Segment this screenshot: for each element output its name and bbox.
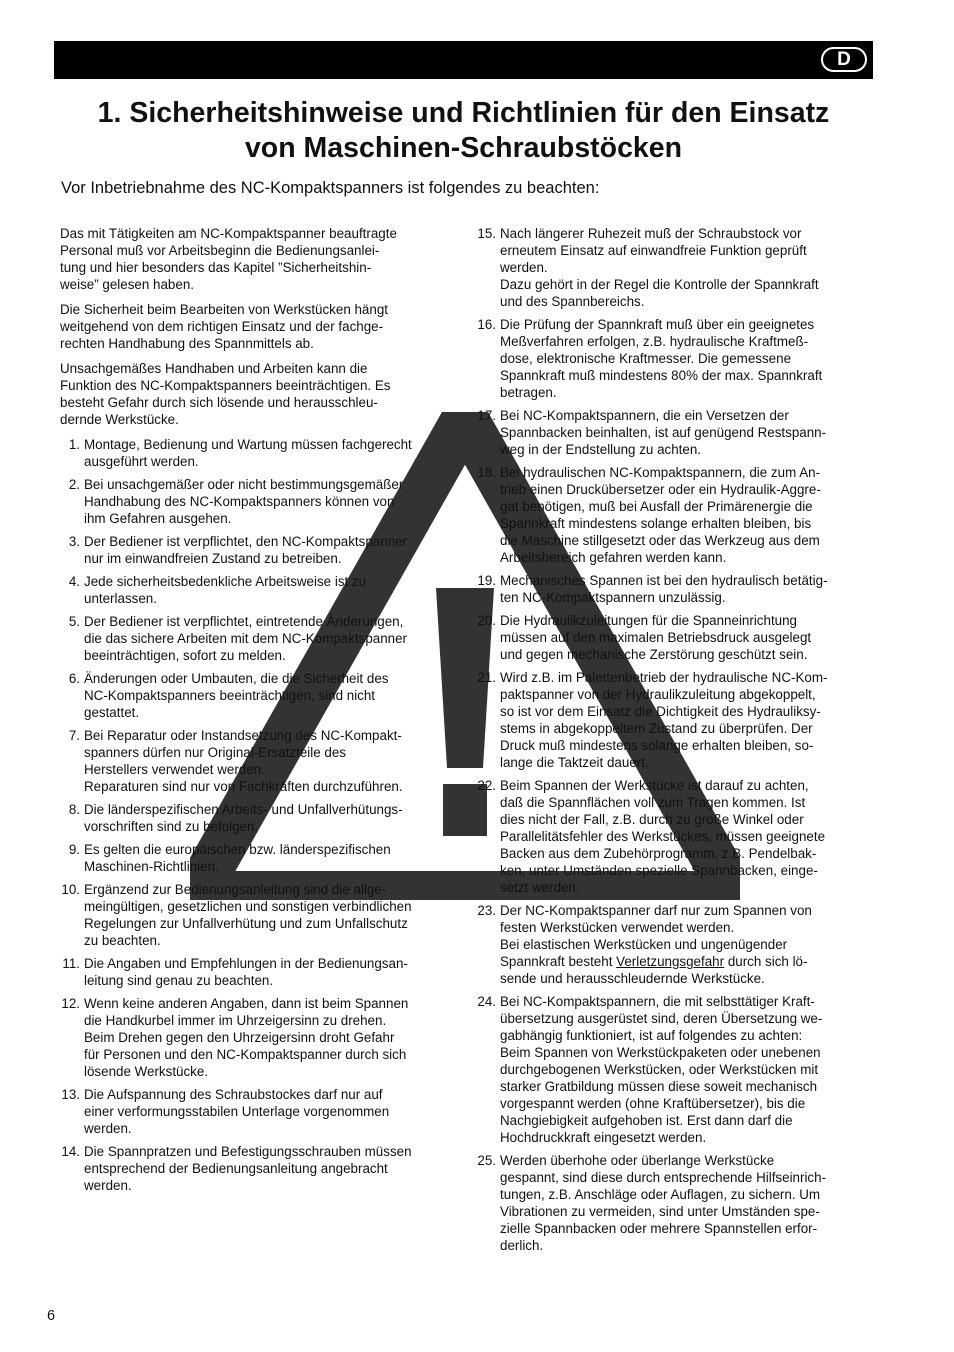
page-title [54,96,873,166]
list-item [476,407,862,458]
text-line: lange die Taktzeit dauert. [500,755,649,770]
text-line: erneutem Einsatz auf einwandfreie Funktion geprüft [500,243,807,258]
item-number: 21. [477,670,496,685]
text-line: Bei unsachgemäßer oder nicht bestimmungsgemäßer [84,477,404,492]
list-item [60,801,448,835]
text-line: Spannbacken beinhalten, ist auf genügend Restspann- [500,425,827,440]
text-line: daß die Spannflächen voll zum Tragen kommen. Ist [500,795,806,810]
paragraph [60,301,448,352]
list-item [476,1152,862,1254]
item-number: 20. [477,613,496,628]
text-line: unterlassen. [84,591,157,606]
item-number: 5. [68,614,80,629]
text-segment: Spannkraft besteht [500,954,617,969]
text-line: Bei hydraulischen NC-Kompaktspannern, die zum An- [500,465,821,480]
list-item [60,727,448,795]
item-number: 9. [68,842,80,857]
item-number: 18. [477,465,496,480]
text-line: sende und herausschleudernde Werkstücke. [500,971,765,986]
list-item [60,841,448,875]
text-line: übersetzung ausgerüstet sind, deren Übersetzung we- [500,1011,823,1026]
text-line: Vibrationen zu vermeiden, sind unter Umständen spe- [500,1204,820,1219]
text-line: Der NC-Kompaktspanner darf nur zum Spannen von [500,903,812,918]
text-line: Die Aufspannung des Schraubstockes darf nur auf [84,1087,383,1102]
text-line: Handhabung des NC-Kompaktspanners können von [84,494,395,509]
text-line: weise” gelesen haben. [60,277,194,292]
list-item [476,669,862,771]
text-line: ihm Gefahren ausgehen. [84,511,232,526]
text-line: Spannkraft mindestens solange erhalten bleiben, bis [500,516,812,531]
item-number: 24. [477,994,496,1009]
text-line: lösende Werkstücke. [84,1064,209,1079]
text-line: Arbeitsbereich gefahren werden kann. [500,550,727,565]
text-line: dernde Werkstücke. [60,412,179,427]
right-column [476,225,862,1260]
list-item [476,225,862,310]
text-line: die Maschine stillgesetzt oder das Werkzeug aus dem [500,533,820,548]
list-item [60,1086,448,1137]
text-line: Dazu gehört in der Regel die Kontrolle der Spannkraft [500,277,819,292]
item-number: 7. [68,728,80,743]
text-line: weitgehend von dem richtigen Einsatz und der fachge- [60,319,384,334]
item-number: 17. [477,408,496,423]
text-line: die Handkurbel immer im Uhrzeigersinn zu drehen. [84,1013,387,1028]
text-line: Bei NC-Kompaktspannern, die mit selbsttätiger Kraft- [500,994,815,1009]
list-item [476,464,862,566]
text-line: Die Hydraulikzuleitungen für die Spanneinrichtung [500,613,798,628]
text-line: Hochdruckkraft eingesetzt werden. [500,1130,707,1145]
text-line: vorschriften sind zu befolgen. [84,819,259,834]
safety-list [476,225,862,1254]
text-line: Beim Drehen gegen den Uhrzeigersinn droht Gefahr [84,1030,395,1045]
text-line: Nach längerer Ruhezeit muß der Schraubstock vor [500,226,802,241]
text-line: vorgespannt werden (ohne Kraftübersetzer), bis die [500,1096,806,1111]
list-item [60,1143,448,1194]
text-line: Werden überhohe oder überlange Werkstücke [500,1153,775,1168]
left-column [60,225,448,1200]
text-line: Die länderspezifischen Arbeits- und Unfallverhütungs- [84,802,403,817]
text-line: trieb einen Druckübersetzer oder ein Hydraulik-Aggre- [500,482,821,497]
text-line: Wenn keine anderen Angaben, dann ist beim Spannen [84,996,409,1011]
text-line: Reparaturen sind nur von Fachkräften durchzuführen. [84,779,403,794]
item-number: 4. [68,574,80,589]
list-item [476,572,862,606]
item-number: 16. [477,317,496,332]
text-line: Bei NC-Kompaktspannern, die ein Versetzen der [500,408,789,423]
text-line: Druck muß mindestens solange erhalten bleiben, so- [500,738,814,753]
title-line: 1. Sicherheitshinweise und Richtlinien für den Einsatz [97,97,830,129]
text-line: die das sichere Arbeiten mit dem NC-Kompaktspanner [84,631,408,646]
text-line: meingültigen, gesetzlichen und sonstigen verbindlichen [84,899,412,914]
text-line: müssen auf den maximalen Betriebsdruck ausgelegt [500,630,812,645]
paragraph [60,225,448,293]
text-line: Beim Spannen der Werkstücke ist darauf zu achten, [500,778,809,793]
list-item [476,777,862,896]
text-line: zu beachten. [84,933,161,948]
item-number: 15. [477,226,496,241]
text-line: beeinträchtigen, sofort zu melden. [84,648,286,663]
list-item [476,612,862,663]
text-line: Die Prüfung der Spannkraft muß über ein geeignetes [500,317,815,332]
item-number: 12. [61,996,80,1011]
text-line: tungen, z.B. Anschläge oder Auflagen, zu sichern. Um [500,1187,821,1202]
text-line: leitung sind genau zu beachten. [84,973,274,988]
text-line: und gegen mechanische Zerstörung geschützt sein. [500,647,808,662]
text-line: spanners dürfen nur Original-Ersatzteile des [84,745,346,760]
text-line: Die Spannpratzen und Befestigungsschrauben müssen [84,1144,412,1159]
text-line: Jede sicherheitsbedenkliche Arbeitsweise ist zu [84,574,367,589]
text-line: Beim Spannen von Werkstückpaketen oder unebenen [500,1045,821,1060]
text-line: Maschinen-Richtlinien. [84,859,219,874]
paragraph [60,360,448,428]
item-number: 8. [68,802,80,817]
text-line: Der Bediener ist verpflichtet, den NC-Kompaktspanner [84,534,408,549]
text-line: Die Angaben und Empfehlungen in der Bedienungsan- [84,956,408,971]
text-line: Personal muß vor Arbeitsbeginn die Bedienungsanlei- [60,243,380,258]
text-line: NC-Kompaktspanners beeinträchtigen, sind nicht [84,688,376,703]
text-line: Bei Reparatur oder Instandsetzung des NC-Kompakt- [84,728,402,743]
text-line: werden. [84,1121,132,1136]
list-item [60,995,448,1080]
list-item [60,955,448,989]
text-line: dies nicht der Fall, z.B. durch zu große Winkel oder [500,812,804,827]
list-item [476,902,862,987]
text-line: ausgeführt werden. [84,454,199,469]
text-line: für Personen und den NC-Kompaktspanner durch sich [84,1047,407,1062]
text-line: setzt werden. [500,880,580,895]
list-item [476,993,862,1146]
text-line: Nachgiebigkeit aufgehoben ist. Erst dann darf die [500,1113,793,1128]
list-item [60,476,448,527]
item-number: 22. [477,778,496,793]
text-line: ken, unter Umständen spezielle Spannbacken, einge- [500,863,818,878]
text-line: dose, elektronische Kraftmesser. Die gemessene [500,351,792,366]
safety-list [60,436,448,1194]
text-line: Meßverfahren erfolgen, z.B. hydraulische Kraftmeß- [500,334,809,349]
text-line: einer verformungsstabilen Unterlage vorgenommen [84,1104,390,1119]
text-line: entsprechend der Bedienungsanleitung angebracht [84,1161,388,1176]
text-line: paktspanner von der Hydraulikzuleitung abgekoppelt, [500,687,816,702]
list-item [60,613,448,664]
text-line: zielle Spannbacken oder mehrere Spannstellen erfor- [500,1221,818,1236]
item-number: 1. [68,437,80,452]
text-line: besteht Gefahr durch sich lösende und herausschleu- [60,395,378,410]
item-number: 13. [61,1087,80,1102]
text-line: Der Bediener ist verpflichtet, eintretende Änderungen, [84,614,404,629]
text-line: gat benötigen, muß bei Ausfall der Primärenergie die [500,499,813,514]
injury-hazard-underlined: Verletzungsgefahr [616,954,725,969]
text-line: Bei elastischen Werkstücken und ungenügender [500,937,788,952]
text-line: weg in der Endstellung zu achten. [500,442,701,457]
item-number: 6. [68,671,80,686]
text-line: betragen. [500,385,557,400]
item-number: 23. [477,903,496,918]
text-line: ten NC-Kompaktspannern unzulässig. [500,590,726,605]
text-line: nur im einwandfreien Zustand zu betreiben. [84,551,342,566]
text-line: gespannt, sind diese durch entsprechende Hilfseinrich- [500,1170,827,1185]
text-line: Spannkraft muß mindestens 80% der max. Spannkraft [500,368,823,383]
text-line: Regelungen zur Unfallverhütung und zum Unfallschutz [84,916,408,931]
text-line: festen Werkstücken verwendet werden. [500,920,735,935]
list-item [60,573,448,607]
text-line: gestattet. [84,705,140,720]
language-badge: D [821,47,867,72]
text-line [500,953,862,970]
item-number: 25. [477,1153,496,1168]
text-line: Das mit Tätigkeiten am NC-Kompaktspanner beauftragte [60,226,397,241]
text-line: Backen aus dem Zubehörprogramm, z.B. Pendelbak- [500,846,817,861]
title-line: von Maschinen-Schraubstöcken [244,132,683,164]
intro-text: Vor Inbetriebnahme des NC-Kompaktspanners ist folgendes zu beachten: [61,179,600,197]
item-number: 11. [62,956,80,971]
text-line: tung und hier besonders das Kapitel ”Sicherheitshin- [60,260,372,275]
text-line: Die Sicherheit beim Bearbeiten von Werkstücken hängt [60,302,388,317]
list-item [60,436,448,470]
text-line: Herstellers verwendet werden. [84,762,265,777]
item-number: 2. [68,477,80,492]
page-number: 6 [47,1308,56,1324]
text-segment: durch sich lö- [724,954,808,969]
text-line: Funktion des NC-Kompaktspanners beeinträchtigen. Es [60,378,391,393]
text-line: Es gelten die europäischen bzw. länderspezifischen [84,842,391,857]
list-item [60,670,448,721]
text-line: Mechanisches Spannen ist bei den hydraulisch betätig- [500,573,828,588]
text-line: Parallelitätsfehler des Werkstückes, müssen geeignete [500,829,826,844]
text-line: gabhängig funktioniert, ist auf folgendes zu achten: [500,1028,803,1043]
text-line: rechten Handhabung des Spannmittels ab. [60,336,314,351]
text-line: werden. [500,260,548,275]
text-line: Wird z.B. im Palettenbetrieb der hydraulische NC-Kom- [500,670,828,685]
text-line: und des Spannbereichs. [500,294,645,309]
text-line: so ist vor dem Einsatz die Dichtigkeit des Hydrauliksy- [500,704,821,719]
text-line: starker Gratbildung müssen diese soweit mechanisch [500,1079,818,1094]
text-line: Ergänzend zur Bedienungsanleitung sind die allge- [84,882,387,897]
item-number: 3. [68,534,80,549]
text-line: Änderungen oder Umbauten, die die Sicherheit des [84,671,389,686]
list-item [476,316,862,401]
text-line: durchgebogenen Werkstücken, oder Werkstücken mit [500,1062,819,1077]
item-number: 14. [61,1144,80,1159]
text-line: werden. [84,1178,132,1193]
item-number: 10. [61,882,80,897]
text-line: Unsachgemäßes Handhaben und Arbeiten kann die [60,361,368,376]
text-line: stems in abgekoppeltem Zustand zu überprüfen. Der [500,721,813,736]
text-line: Montage, Bedienung und Wartung müssen fachgerecht [84,437,412,452]
list-item [60,881,448,949]
list-item [60,533,448,567]
text-line: derlich. [500,1238,544,1253]
header-bar [54,41,873,79]
item-number: 19. [477,573,496,588]
